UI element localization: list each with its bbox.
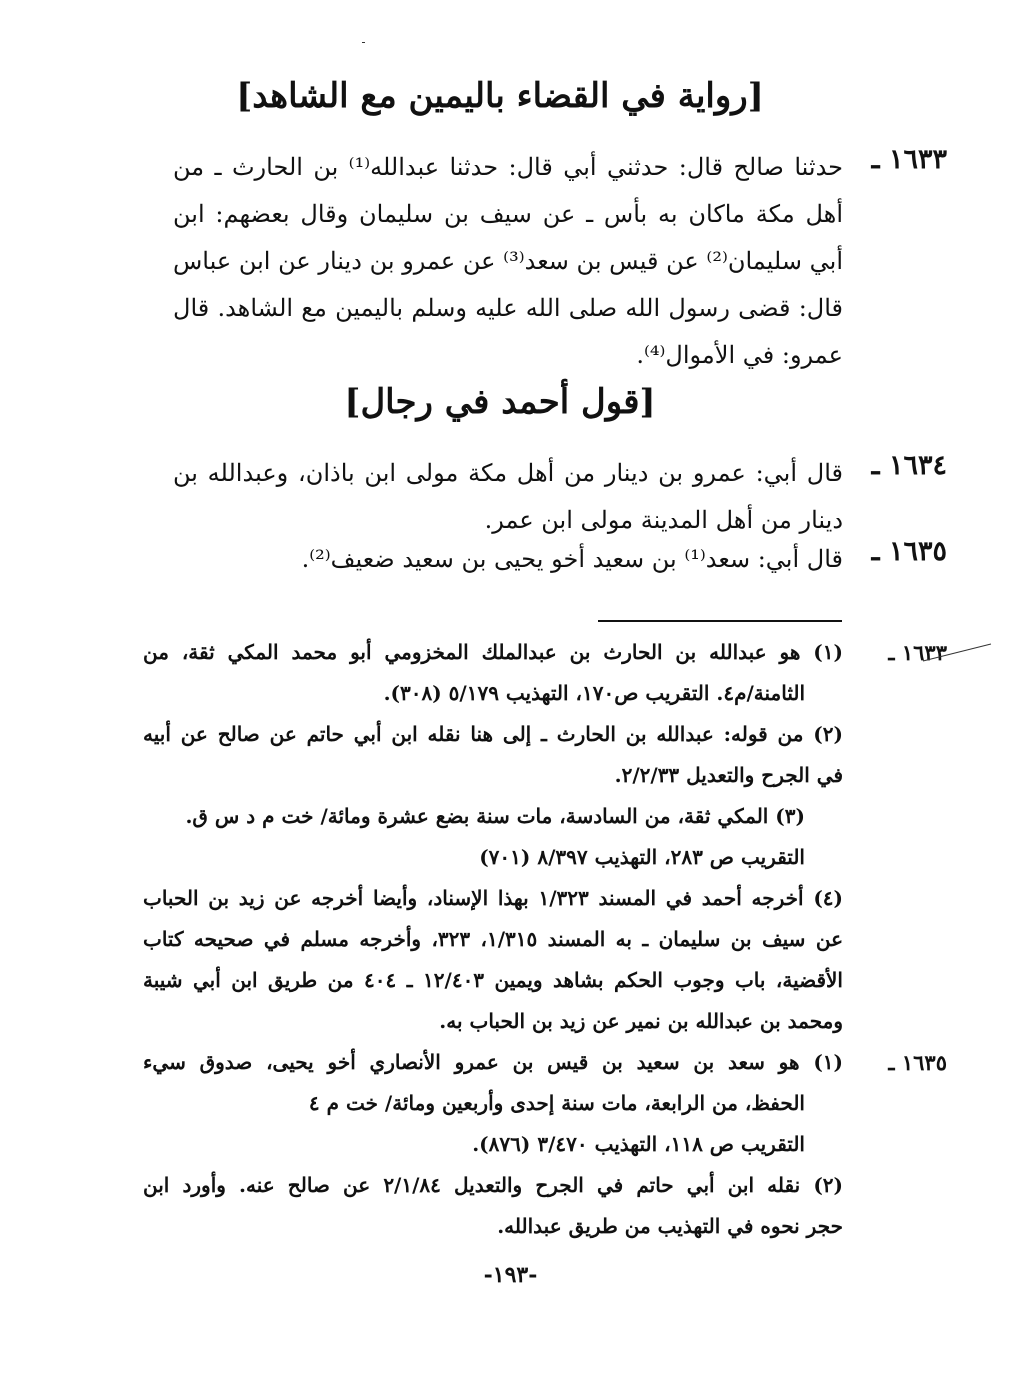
entry-1633 [173,144,947,379]
footnote-line: (١) هو عبدالله بن الحارث بن عبدالملك المخزومي أبو محمد المكي ثقة، من [143,640,843,664]
entry-1635 [173,536,947,583]
footnote-line: ومحمد بن عبدالله بن نمير عن زيد بن الحباب به. [439,1009,843,1033]
footnote-line: الأقضية، باب وجوب الحكم بشاهد ويمين ١٢/٤٠٣ ـ ٤٠٤ من طريق ابن أبي شيبة [143,968,843,992]
text-line: عمرو: في الأموال⁽⁴⁾. [636,341,843,369]
footnote-line: (٢) من قوله: عبدالله بن الحارث ـ إلى هنا نقله ابن أبي حاتم عن صالح عن أبيه [143,722,843,746]
section-heading-2: [قول أحمد في رجال] [344,382,656,422]
footnote-line: الثامنة/م٤. التقريب ص١٧٠، التهذيب ٥/١٧٩ (٣٠٨). [383,681,805,705]
entry-number: ١٦٣٥ ـ [871,536,947,567]
entry-number: ١٦٣٤ ـ [871,450,947,481]
page-number: -١٩٣- [483,1262,538,1288]
text-line: قال أبي: سعد⁽¹⁾ بن سعيد أخو يحيى بن سعيد ضعيف⁽²⁾. [301,545,843,573]
footnote-line: (١) هو سعد بن سعيد بن قيس بن عمرو الأنصاري أخو يحيى، صدوق سيء [143,1050,843,1074]
footnote-separator [598,620,842,622]
footnote-entry-number: ١٦٣٥ ـ [888,1050,947,1075]
text-line: أبي سليمان⁽²⁾ عن قيس بن سعد⁽³⁾ عن عمرو بن دينار عن ابن عباس [173,247,843,275]
footnotes-1635 [143,1042,947,1247]
footnote-line: التقريب ص ١١٨، التهذيب ٣/٤٧٠ (٨٧٦). [472,1132,805,1156]
text-line: حدثنا صالح قال: حدثني أبي قال: حدثنا عبدالله⁽¹⁾ بن الحارث ـ من [173,153,844,181]
entry-text [173,536,843,583]
text-line: قال أبي: عمرو بن دينار من أهل مكة مولى ابن باذان، وعبدالله بن [173,459,843,487]
footnote-line: عن سيف بن سليمان ـ به المسند ١/٣١٥، ٣٢٣، وأخرجه مسلم في صحيحه كتاب [143,927,843,951]
footnote-line: في الجرح والتعديل ٢/٢/٣٣. [614,763,843,787]
entry-1634 [173,450,947,544]
footnote-line: التقريب ص ٢٨٣، التهذيب ٨/٣٩٧ (٧٠١) [479,845,805,869]
text-line: قال: قضى رسول الله صلى الله عليه وسلم باليمين مع الشاهد. قال [173,294,843,322]
section-heading-1: [رواية في القضاء باليمين مع الشاهد] [236,76,764,116]
footnote-line: (٣) المكي ثقة، من السادسة، مات سنة بضع عشرة ومائة/ خت م د س ق. [185,804,805,828]
entry-text [173,144,843,379]
scan-speck [362,42,365,43]
footnote-line: (٢) نقله ابن أبي حاتم في الجرح والتعديل ٢/١/٨٤ عن صالح عنه. وأورد ابن [143,1173,844,1197]
text-line: دينار من أهل المدينة مولى ابن عمر. [484,506,843,534]
entry-text [173,450,843,544]
footnote-entry-number: ١٦٣٣ ـ [888,640,947,665]
text-line: أهل مكة ماكان به بأس ـ عن سيف بن سليمان وقال بعضهم: ابن [173,200,843,228]
footnotes-1633 [143,632,947,1042]
footnote-line: (٤) أخرجه أحمد في المسند ١/٣٢٣ بهذا الإسناد، وأيضا أخرجه عن زيد بن الحباب [143,886,843,910]
footnote-line: حجر نحوه في التهذيب من طريق عبدالله. [497,1214,843,1238]
entry-number: ١٦٣٣ ـ [871,144,947,175]
footnote-line: الحفظ، من الرابعة، مات سنة إحدى وأربعين ومائة/ خت م ٤ [308,1091,805,1115]
